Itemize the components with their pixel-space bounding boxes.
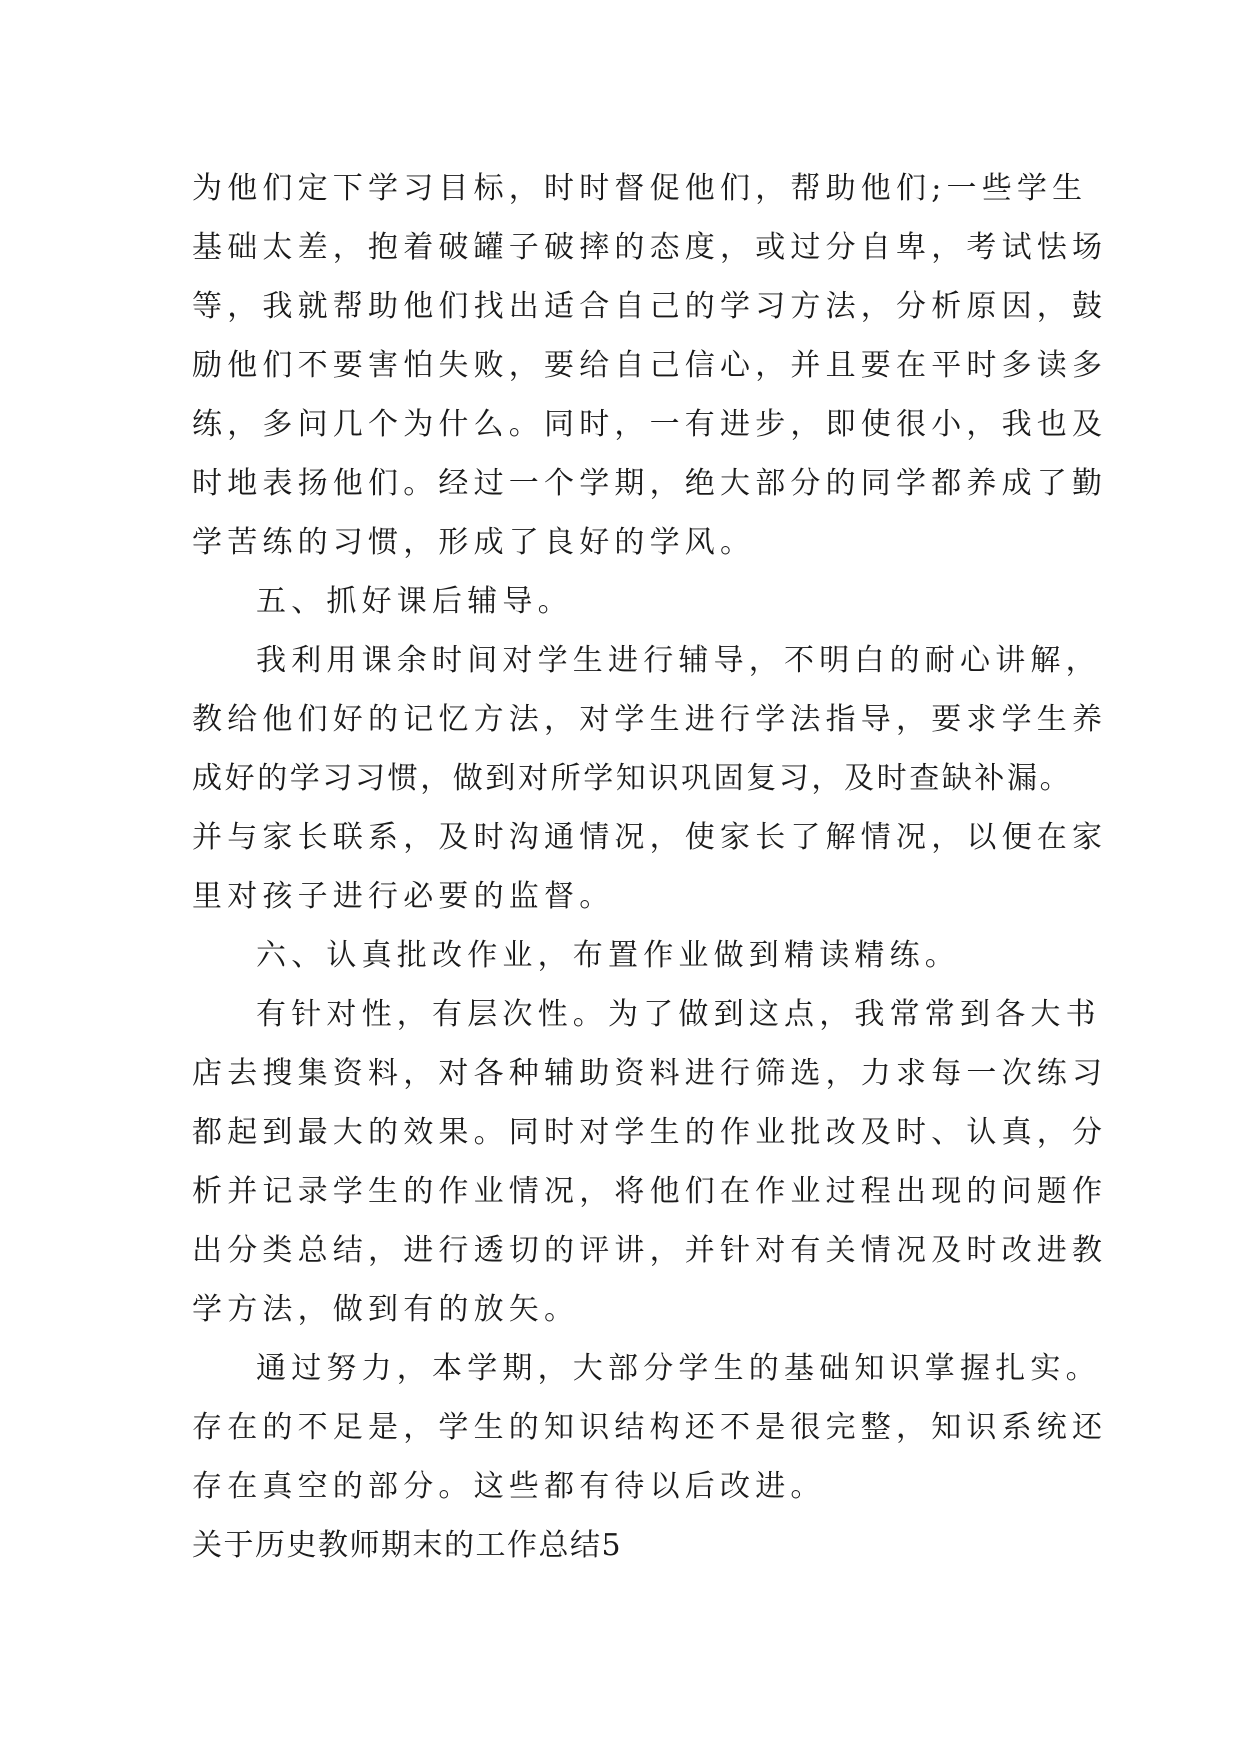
paragraph-line: 存在的不足是，学生的知识结构还不是很完整，知识系统还 xyxy=(192,1410,1108,1445)
paragraph-line: 析并记录学生的作业情况，将他们在作业过程出现的问题作 xyxy=(192,1174,1108,1209)
document-body xyxy=(192,159,1108,1575)
paragraph-line: 等，我就帮助他们找出适合自己的学习方法，分析原因，鼓 xyxy=(192,289,1108,324)
paragraph-line: 教给他们好的记忆方法，对学生进行学法指导，要求学生养 xyxy=(192,702,1108,737)
paragraph-line: 时地表扬他们。经过一个学期，绝大部分的同学都养成了勤 xyxy=(192,466,1108,501)
paragraph-line: 出分类总结，进行透切的评讲，并针对有关情况及时改进教 xyxy=(192,1233,1108,1268)
paragraph-line: 基础太差，抱着破罐子破摔的态度，或过分自卑，考试怯场 xyxy=(192,230,1108,265)
paragraph-line: 练，多问几个为什么。同时，一有进步，即使很小，我也及 xyxy=(192,407,1108,442)
paragraph-line: 励他们不要害怕失败，要给自己信心，并且要在平时多读多 xyxy=(192,348,1108,383)
paragraph-line: 为他们定下学习目标，时时督促他们，帮助他们;一些学生 xyxy=(192,171,1088,206)
paragraph-line: 成好的学习习惯，做到对所学知识巩固复习，及时查缺补漏。 xyxy=(192,761,1073,796)
section-heading-6: 六、认真批改作业，布置作业做到精读精练。 xyxy=(256,938,960,973)
paragraph-line: 存在真空的部分。这些都有待以后改进。 xyxy=(192,1469,826,1504)
paragraph-line: 学方法，做到有的放矢。 xyxy=(192,1292,580,1327)
paragraph-line: 店去搜集资料，对各种辅助资料进行筛选，力求每一次练习 xyxy=(192,1056,1108,1091)
paragraph-line: 通过努力，本学期，大部分学生的基础知识掌握扎实。 xyxy=(256,1351,1101,1386)
next-section-title: 关于历史教师期末的工作总结5 xyxy=(192,1528,623,1563)
paragraph-line: 并与家长联系，及时沟通情况，使家长了解情况，以便在家 xyxy=(192,820,1108,855)
section-heading-5: 五、抓好课后辅导。 xyxy=(256,584,573,619)
paragraph-line: 有针对性，有层次性。为了做到这点，我常常到各大书 xyxy=(256,997,1101,1032)
paragraph-line: 里对孩子进行必要的监督。 xyxy=(192,879,615,914)
paragraph-line: 我利用课余时间对学生进行辅导，不明白的耐心讲解， xyxy=(256,643,1101,678)
paragraph-line: 学苦练的习惯，形成了良好的学风。 xyxy=(192,525,756,560)
paragraph-line: 都起到最大的效果。同时对学生的作业批改及时、认真，分 xyxy=(192,1115,1108,1150)
